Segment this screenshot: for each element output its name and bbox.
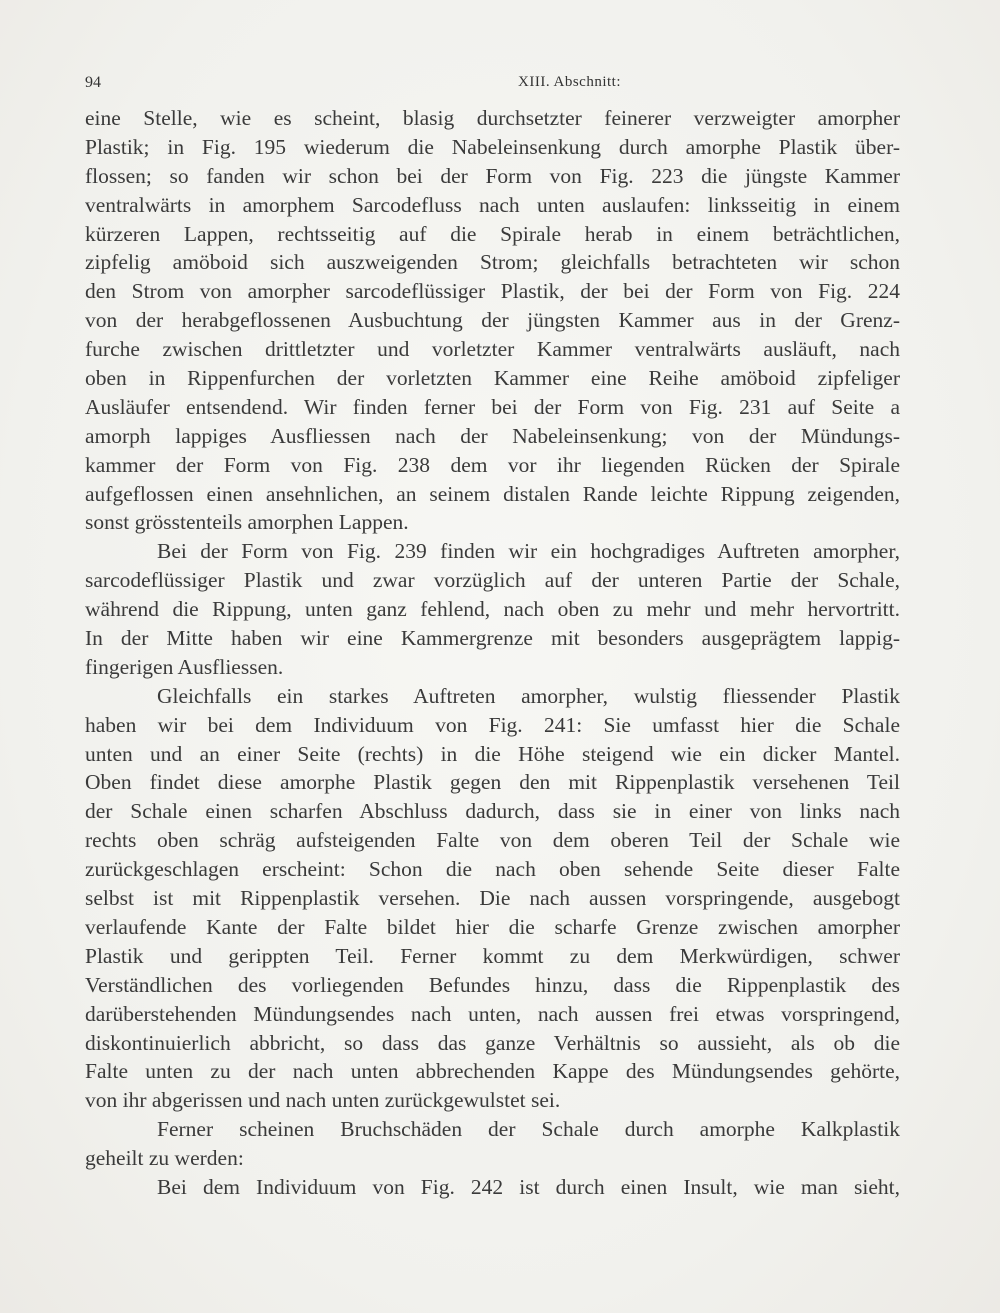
text-line: oben in Rippenfurchen der vorletzten Kammer eine Reihe amöboid zipfeliger xyxy=(85,366,900,391)
text-line: amorph lappiges Ausfliessen nach der Nabeleinsenkung; von der Mündungs- xyxy=(85,423,900,448)
text-line: kürzeren Lappen, rechtsseitig auf die Spirale herab in einem beträchtlichen, xyxy=(85,221,900,246)
text-line: Plastik und gerippten Teil. Ferner kommt zu dem Merkwürdigen, schwer xyxy=(85,943,900,968)
text-line: der Schale einen scharfen Abschluss dadurch, dass sie in einer von links nach xyxy=(85,799,900,824)
text-line: kammer der Form von Fig. 238 dem vor ihr liegenden Rücken der Spirale xyxy=(85,452,900,477)
text-line: In der Mitte haben wir eine Kammergrenze mit besonders ausgeprägtem lappig- xyxy=(85,626,900,651)
text-line: ventralwärts in amorphem Sarcodefluss nach unten auslaufen: linksseitig in einem xyxy=(85,192,900,217)
text-line: fingerigen Ausfliessen. xyxy=(85,654,284,679)
text-line: während die Rippung, unten ganz fehlend, nach oben zu mehr und mehr hervortritt. xyxy=(85,597,900,622)
text-line: flossen; so fanden wir schon bei der Form von Fig. 223 die jüngste Kammer xyxy=(85,163,900,188)
text-line: selbst ist mit Rippenplastik versehen. Die nach aussen vorspringende, ausgebogt xyxy=(85,886,900,911)
text-line: Verständlichen des vorliegenden Befundes hinzu, dass die Rippenplastik des xyxy=(85,972,900,997)
running-head: XIII. Abschnitt: xyxy=(518,74,621,90)
text-line: Plastik; in Fig. 195 wiederum die Nabeleinsenkung durch amorphe Plastik über- xyxy=(85,134,900,159)
text-line: verlaufende Kante der Falte bildet hier die scharfe Grenze zwischen amorpher xyxy=(85,914,900,939)
text-line: Ausläufer entsendend. Wir finden ferner bei der Form von Fig. 231 auf Seite a xyxy=(85,394,900,419)
text-line: Ferner scheinen Bruchschäden der Schale durch amorphe Kalkplastik xyxy=(157,1117,900,1142)
text-line: furche zwischen drittletzter und vorletzter Kammer ventralwärts ausläuft, nach xyxy=(85,337,900,362)
body-text xyxy=(85,104,900,1202)
text-line: zipfelig amöboid sich auszweigenden Strom; gleichfalls betrachteten wir schon xyxy=(85,250,900,275)
text-line: geheilt zu werden: xyxy=(85,1146,244,1171)
text-line: sarcodeflüssiger Plastik und zwar vorzüglich auf der unteren Partie der Schale, xyxy=(85,568,900,593)
text-line: haben wir bei dem Individuum von Fig. 241: Sie umfasst hier die Schale xyxy=(85,712,900,737)
text-line: Bei der Form von Fig. 239 finden wir ein hochgradiges Auftreten amorpher, xyxy=(157,539,900,564)
text-line: rechts oben schräg aufsteigenden Falte von dem oberen Teil der Schale wie xyxy=(85,828,900,853)
text-line: Falte unten zu der nach unten abbrechenden Kappe des Mündungsendes gehörte, xyxy=(85,1059,900,1084)
text-line: eine Stelle, wie es scheint, blasig durchsetzter feinerer verzweigter amorpher xyxy=(85,106,900,130)
text-line: den Strom von amorpher sarcodeflüssiger Plastik, der bei der Form von Fig. 224 xyxy=(85,279,900,304)
text-line: sonst grösstenteils amorphen Lappen. xyxy=(85,510,409,535)
text-line: aufgeflossen einen ansehnlichen, an seinem distalen Rande leichte Rippung zeigenden, xyxy=(85,481,900,506)
text-line: Oben findet diese amorphe Plastik gegen den mit Rippenplastik versehenen Teil xyxy=(85,770,900,795)
text-line: Gleichfalls ein starkes Auftreten amorpher, wulstig fliessender Plastik xyxy=(157,683,900,708)
text-line: Bei dem Individuum von Fig. 242 ist durch einen Insult, wie man sieht, xyxy=(157,1174,900,1199)
text-line: diskontinuierlich abbricht, so dass das ganze Verhältnis so aussieht, als ob die xyxy=(85,1030,900,1055)
text-line: von der herabgeflossenen Ausbuchtung der jüngsten Kammer aus in der Grenz- xyxy=(85,308,900,333)
text-line: zurückgeschlagen erscheint: Schon die nach oben sehende Seite dieser Falte xyxy=(85,857,900,882)
text-line: von ihr abgerissen und nach unten zurückgewulstet sei. xyxy=(85,1088,561,1113)
text-line: darüberstehenden Mündungsendes nach unten, nach aussen frei etwas vorspringend, xyxy=(85,1001,900,1026)
page-header xyxy=(85,74,900,98)
page-number: 94 xyxy=(85,74,101,91)
text-line: unten und an einer Seite (rechts) in die Höhe steigend wie ein dicker Mantel. xyxy=(85,741,900,766)
